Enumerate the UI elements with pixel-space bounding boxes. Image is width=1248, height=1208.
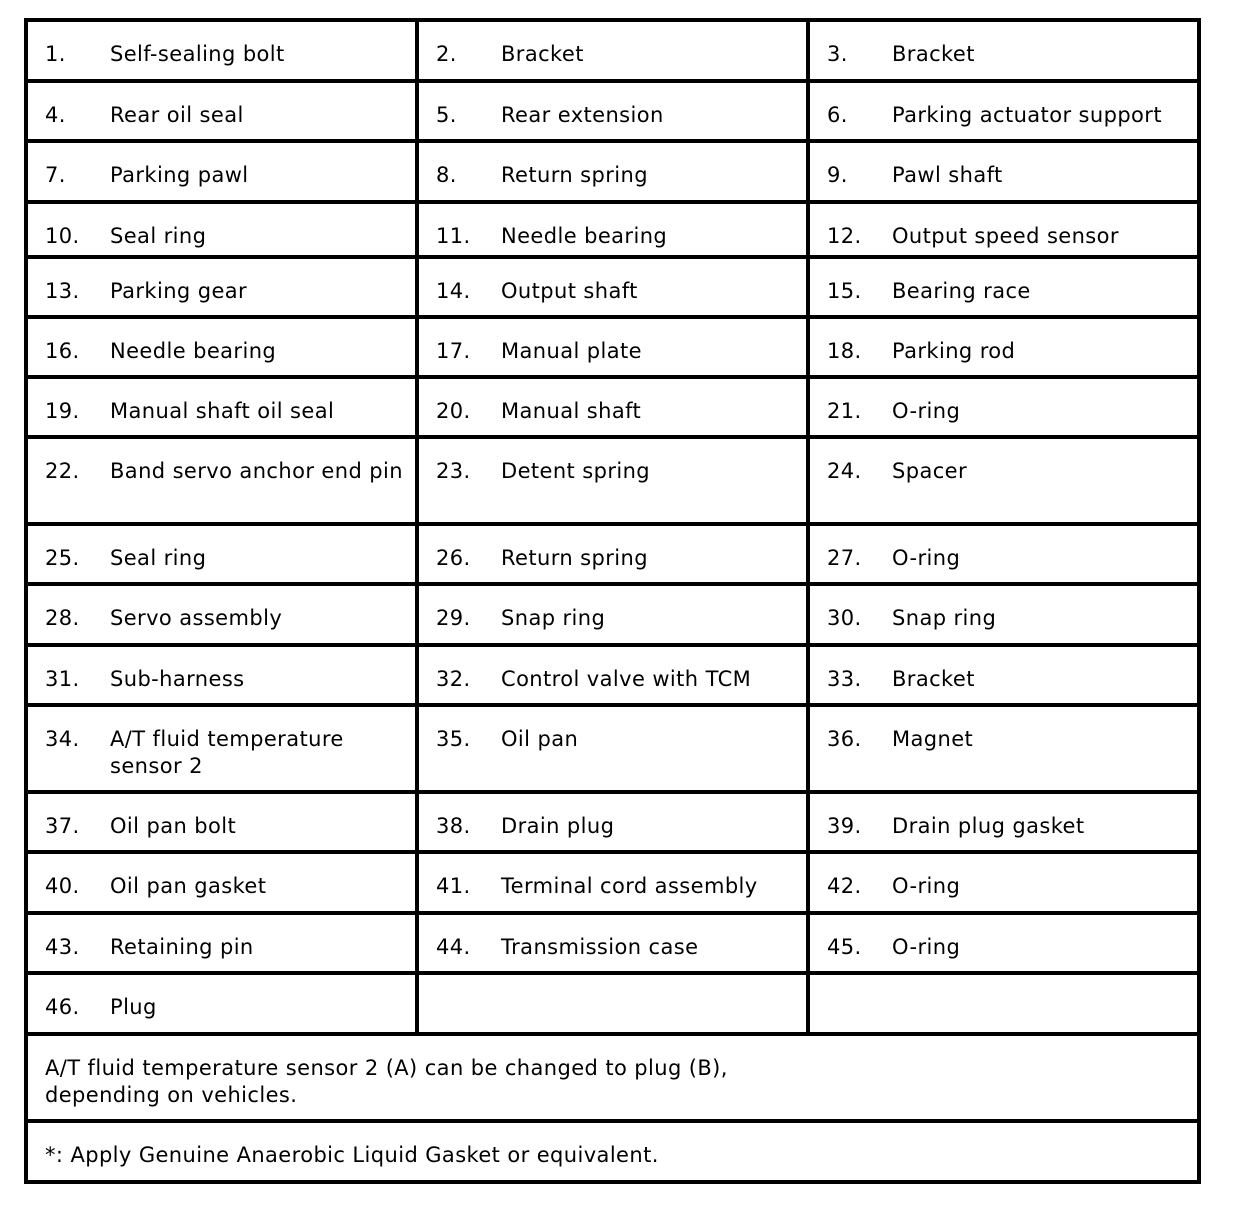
part-cell-content (810, 319, 1197, 375)
part-cell-content (28, 794, 415, 850)
part-name: Bracket (892, 667, 975, 691)
part-cell-content (810, 794, 1197, 850)
part-cell (417, 792, 808, 852)
part-cell (26, 317, 417, 377)
part-cell-content (28, 319, 415, 375)
table-row (26, 81, 1199, 141)
part-name: Parking actuator support (892, 103, 1162, 127)
table-row (26, 792, 1199, 852)
part-cell (808, 524, 1199, 584)
part-cell-content (810, 22, 1197, 79)
part-number: 42. (827, 874, 862, 898)
part-cell (26, 524, 417, 584)
part-cell (417, 257, 808, 317)
part-cell (808, 645, 1199, 705)
table-row (26, 852, 1199, 913)
part-name: Parking gear (110, 279, 248, 303)
part-number: 46. (45, 995, 80, 1019)
part-cell (26, 913, 417, 973)
part-number: 2. (436, 42, 457, 66)
parts-legend-body (26, 20, 1199, 1182)
part-name: Transmission case (501, 935, 699, 959)
part-cell-content (28, 915, 415, 971)
part-cell (26, 202, 417, 257)
part-cell-content (419, 915, 806, 971)
table-row (26, 437, 1199, 524)
part-number: 31. (45, 667, 80, 691)
part-name: Bracket (501, 42, 584, 66)
part-cell (26, 852, 417, 913)
part-cell (26, 437, 417, 524)
table-row (26, 524, 1199, 584)
part-number: 24. (827, 459, 862, 483)
part-cell-content (810, 439, 1197, 522)
part-cell-content (810, 143, 1197, 200)
part-name: Oil pan gasket (110, 874, 267, 898)
part-name: Oil pan (501, 727, 579, 751)
part-cell-content (810, 586, 1197, 643)
part-number: 40. (45, 874, 80, 898)
part-cell (26, 645, 417, 705)
part-cell (808, 584, 1199, 645)
gasket-note: *: Apply Genuine Anaerobic Liquid Gasket or equivalent. (45, 1143, 659, 1167)
part-cell (417, 524, 808, 584)
part-name: Seal ring (110, 546, 207, 570)
part-cell-content (810, 707, 1197, 790)
part-number: 33. (827, 667, 862, 691)
part-number: 44. (436, 935, 471, 959)
part-number: 36. (827, 727, 862, 751)
part-name: Self-sealing bolt (110, 42, 285, 66)
part-name: O-ring (892, 546, 961, 570)
part-cell (26, 20, 417, 81)
part-cell (808, 20, 1199, 81)
part-name: Parking pawl (110, 163, 249, 187)
part-cell-content (419, 259, 806, 315)
part-cell (26, 141, 417, 202)
part-cell-content (28, 204, 415, 255)
part-number: 15. (827, 279, 862, 303)
part-name: Retaining pin (110, 935, 254, 959)
part-number: 13. (45, 279, 80, 303)
part-cell-content (810, 379, 1197, 435)
part-name: Parking rod (892, 339, 1016, 363)
part-cell-content (28, 586, 415, 643)
note-cell (26, 1034, 1199, 1121)
note-cell-content (28, 1036, 1197, 1119)
part-cell (417, 202, 808, 257)
part-cell (808, 81, 1199, 141)
part-number: 26. (436, 546, 471, 570)
part-name: Plug (110, 995, 157, 1019)
part-cell (417, 705, 808, 792)
part-number: 43. (45, 935, 80, 959)
part-name: Output shaft (501, 279, 638, 303)
part-name: Snap ring (892, 606, 997, 630)
part-cell-content (419, 647, 806, 703)
table-row (26, 705, 1199, 792)
part-name: Sub-harness (110, 667, 245, 691)
part-cell-content (810, 975, 1197, 1032)
part-number: 6. (827, 103, 848, 127)
part-number: 5. (436, 103, 457, 127)
part-number: 1. (45, 42, 66, 66)
table-row (26, 973, 1199, 1034)
part-cell-content (810, 854, 1197, 911)
part-number: 8. (436, 163, 457, 187)
part-number: 28. (45, 606, 80, 630)
part-name: O-ring (892, 399, 961, 423)
part-number: 9. (827, 163, 848, 187)
part-cell-content (28, 526, 415, 582)
table-row (26, 377, 1199, 437)
part-name: Terminal cord assembly (501, 874, 758, 898)
part-number: 27. (827, 546, 862, 570)
part-cell-content (419, 204, 806, 255)
part-cell (808, 705, 1199, 792)
part-cell-content (810, 526, 1197, 582)
part-name: Output speed sensor (892, 224, 1119, 248)
part-name: Manual shaft (501, 399, 642, 423)
part-number: 14. (436, 279, 471, 303)
part-cell-content (419, 143, 806, 200)
part-number: 41. (436, 874, 471, 898)
table-row (26, 1034, 1199, 1121)
part-cell-content (419, 586, 806, 643)
part-name: Band servo anchor end pin (110, 459, 403, 483)
part-number: 23. (436, 459, 471, 483)
table-row (26, 202, 1199, 257)
part-cell (808, 973, 1199, 1034)
part-name: Return spring (501, 163, 648, 187)
part-cell (808, 317, 1199, 377)
part-number: 18. (827, 339, 862, 363)
part-cell-content (28, 143, 415, 200)
part-cell-content (28, 22, 415, 79)
part-cell (808, 202, 1199, 257)
part-name: Control valve with TCM (501, 667, 752, 691)
table-row (26, 645, 1199, 705)
part-cell-content (810, 915, 1197, 971)
part-cell (26, 705, 417, 792)
part-cell-content (419, 439, 806, 522)
part-number: 17. (436, 339, 471, 363)
part-cell (417, 20, 808, 81)
part-name: Drain plug (501, 814, 615, 838)
part-cell (26, 257, 417, 317)
part-number: 22. (45, 459, 80, 483)
part-name: Return spring (501, 546, 648, 570)
part-cell (26, 377, 417, 437)
part-cell-content (419, 22, 806, 79)
part-number: 12. (827, 224, 862, 248)
table-row (26, 257, 1199, 317)
part-cell-content (810, 647, 1197, 703)
part-cell (808, 852, 1199, 913)
table-row (26, 584, 1199, 645)
part-number: 16. (45, 339, 80, 363)
part-cell-content (28, 707, 415, 790)
part-number: 7. (45, 163, 66, 187)
part-cell-content (28, 647, 415, 703)
part-cell-content (419, 379, 806, 435)
part-cell-content (28, 83, 415, 139)
part-name: Pawl shaft (892, 163, 1003, 187)
part-name: Servo assembly (110, 606, 283, 630)
part-name: Needle bearing (110, 339, 277, 363)
part-number: 20. (436, 399, 471, 423)
part-name: Drain plug gasket (892, 814, 1085, 838)
part-name: Needle bearing (501, 224, 668, 248)
part-cell (808, 141, 1199, 202)
part-cell-content (28, 259, 415, 315)
part-name: Bearing race (892, 279, 1031, 303)
part-number: 11. (436, 224, 471, 248)
table-row (26, 913, 1199, 973)
part-name: O-ring (892, 935, 961, 959)
table-row (26, 317, 1199, 377)
part-number: 37. (45, 814, 80, 838)
part-cell (808, 377, 1199, 437)
part-cell-content (419, 526, 806, 582)
part-name: Seal ring (110, 224, 207, 248)
part-cell-content (810, 259, 1197, 315)
part-name: Detent spring (501, 459, 651, 483)
table-row (26, 1121, 1199, 1182)
part-name: Rear oil seal (110, 103, 244, 127)
part-cell-content (419, 854, 806, 911)
part-number: 30. (827, 606, 862, 630)
part-name: Oil pan bolt (110, 814, 237, 838)
part-number: 35. (436, 727, 471, 751)
part-cell (808, 792, 1199, 852)
part-number: 25. (45, 546, 80, 570)
part-number: 39. (827, 814, 862, 838)
part-cell (417, 913, 808, 973)
part-cell (808, 913, 1199, 973)
part-cell (417, 377, 808, 437)
part-cell-content (28, 975, 415, 1032)
note-cell-content (28, 1123, 1197, 1180)
part-cell (808, 257, 1199, 317)
part-number: 45. (827, 935, 862, 959)
part-number: 3. (827, 42, 848, 66)
part-name: Manual shaft oil seal (110, 399, 335, 423)
part-cell-content (28, 379, 415, 435)
part-cell-content (419, 319, 806, 375)
part-number: 29. (436, 606, 471, 630)
part-name: A/T fluid temperature sensor 2 (110, 727, 344, 778)
part-cell-content (419, 975, 806, 1032)
part-cell (417, 141, 808, 202)
part-cell (808, 437, 1199, 524)
part-cell (26, 973, 417, 1034)
sensor-plug-note: A/T fluid temperature sensor 2 (A) can be changed to plug (B), depending on vehicles. (45, 1056, 728, 1107)
part-cell-content (810, 83, 1197, 139)
part-number: 19. (45, 399, 80, 423)
part-number: 21. (827, 399, 862, 423)
part-cell-content (28, 439, 415, 522)
part-number: 38. (436, 814, 471, 838)
part-cell (417, 317, 808, 377)
part-name: Magnet (892, 727, 974, 751)
part-cell-content (419, 83, 806, 139)
part-cell (417, 584, 808, 645)
part-name: Snap ring (501, 606, 606, 630)
part-number: 32. (436, 667, 471, 691)
part-name: Bracket (892, 42, 975, 66)
part-name: Manual plate (501, 339, 642, 363)
part-cell (417, 81, 808, 141)
part-number: 10. (45, 224, 80, 248)
table-row (26, 20, 1199, 81)
parts-legend-table (24, 18, 1201, 1184)
part-name: O-ring (892, 874, 961, 898)
part-cell (417, 973, 808, 1034)
part-cell (417, 852, 808, 913)
part-cell (417, 437, 808, 524)
note-cell (26, 1121, 1199, 1182)
part-cell (417, 645, 808, 705)
part-cell-content (419, 707, 806, 790)
part-cell-content (810, 204, 1197, 255)
part-cell-content (28, 854, 415, 911)
part-cell (26, 81, 417, 141)
part-name: Rear extension (501, 103, 664, 127)
part-number: 4. (45, 103, 66, 127)
part-number: 34. (45, 727, 80, 751)
part-name: Spacer (892, 459, 968, 483)
table-row (26, 141, 1199, 202)
part-cell (26, 584, 417, 645)
part-cell-content (419, 794, 806, 850)
part-cell (26, 792, 417, 852)
